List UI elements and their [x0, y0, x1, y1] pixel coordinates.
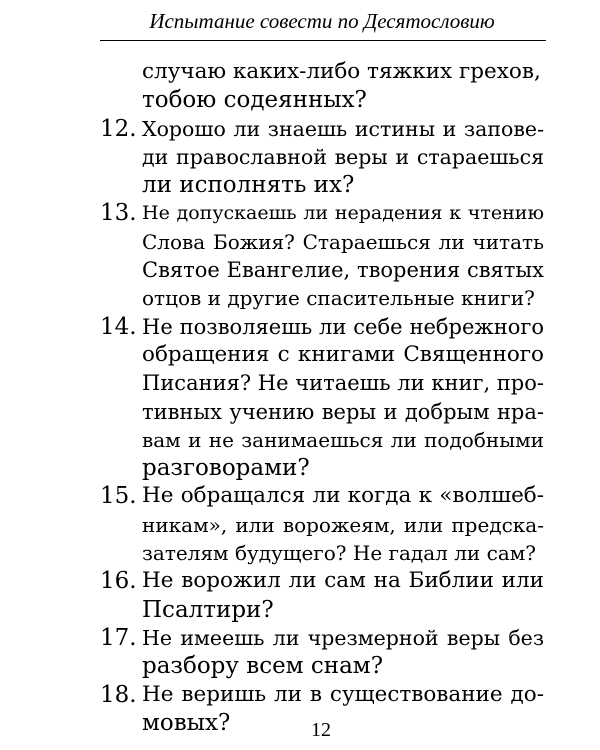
question-17 [100, 624, 544, 681]
text-line: никам», или ворожеям, или предска- [142, 512, 544, 537]
text-line: Не ворожил ли сам на Библии или [142, 568, 544, 594]
question-12 [100, 115, 544, 200]
text-line: мовых? [142, 709, 231, 736]
text-line: зателям будущего? Не гадал ли сам? [142, 541, 537, 566]
question-14 [100, 313, 544, 483]
running-header: Испытание совести по Десятословию [149, 9, 495, 33]
text-line: Слова Божия? Стараешься ли читать [142, 229, 544, 254]
text-line: случаю каких-либо тяжких грехов, [142, 59, 541, 84]
text-line: тивных учению веры и добрым нра- [142, 399, 544, 424]
text-line: Писания? Не читаешь ли книг, про- [142, 371, 544, 396]
header-rule [100, 40, 546, 41]
text-line: ли исполнять их? [142, 172, 355, 199]
text-line: ди православной веры и стараешься [142, 144, 544, 169]
text-line: разговорами? [142, 455, 310, 482]
text-line: разбору всем снам? [142, 653, 384, 680]
text-line: Не позволяешь ли себе небрежного [142, 314, 544, 339]
text-line: Не веришь ли в существование до- [142, 681, 544, 707]
question-number: 14. [100, 313, 137, 340]
question-15 [100, 482, 544, 567]
text-line: Хорошо ли знаешь истины и запове- [142, 116, 544, 141]
text-line: тобою содеянных? [142, 87, 367, 114]
question-13 [100, 199, 544, 312]
question-number: 17. [100, 624, 137, 651]
question-number: 13. [100, 200, 137, 227]
text-line: Не обращался ли когда к «волшеб- [142, 483, 544, 509]
question-number: 15. [100, 483, 137, 510]
question-number: 18. [100, 681, 137, 708]
text-line: Псалтири? [142, 596, 274, 623]
text-line: отцов и другие спасительные книги? [142, 286, 535, 311]
text-line: Не имеешь ли чрезмерной веры без [142, 625, 544, 650]
continuation-paragraph [100, 58, 544, 115]
text-line: вам и не занимаешься ли подобными [142, 427, 544, 452]
question-16 [100, 567, 544, 624]
text-line: Не допускаешь ли нерадения к чтению [142, 202, 544, 225]
page-number: 12 [311, 719, 331, 741]
text-line: обращения с книгами Священного [142, 341, 544, 367]
text-line: Святое Евангелие, творения святых [142, 258, 544, 283]
page-body [100, 58, 544, 737]
question-number: 16. [100, 568, 137, 595]
question-number: 12. [100, 115, 137, 142]
